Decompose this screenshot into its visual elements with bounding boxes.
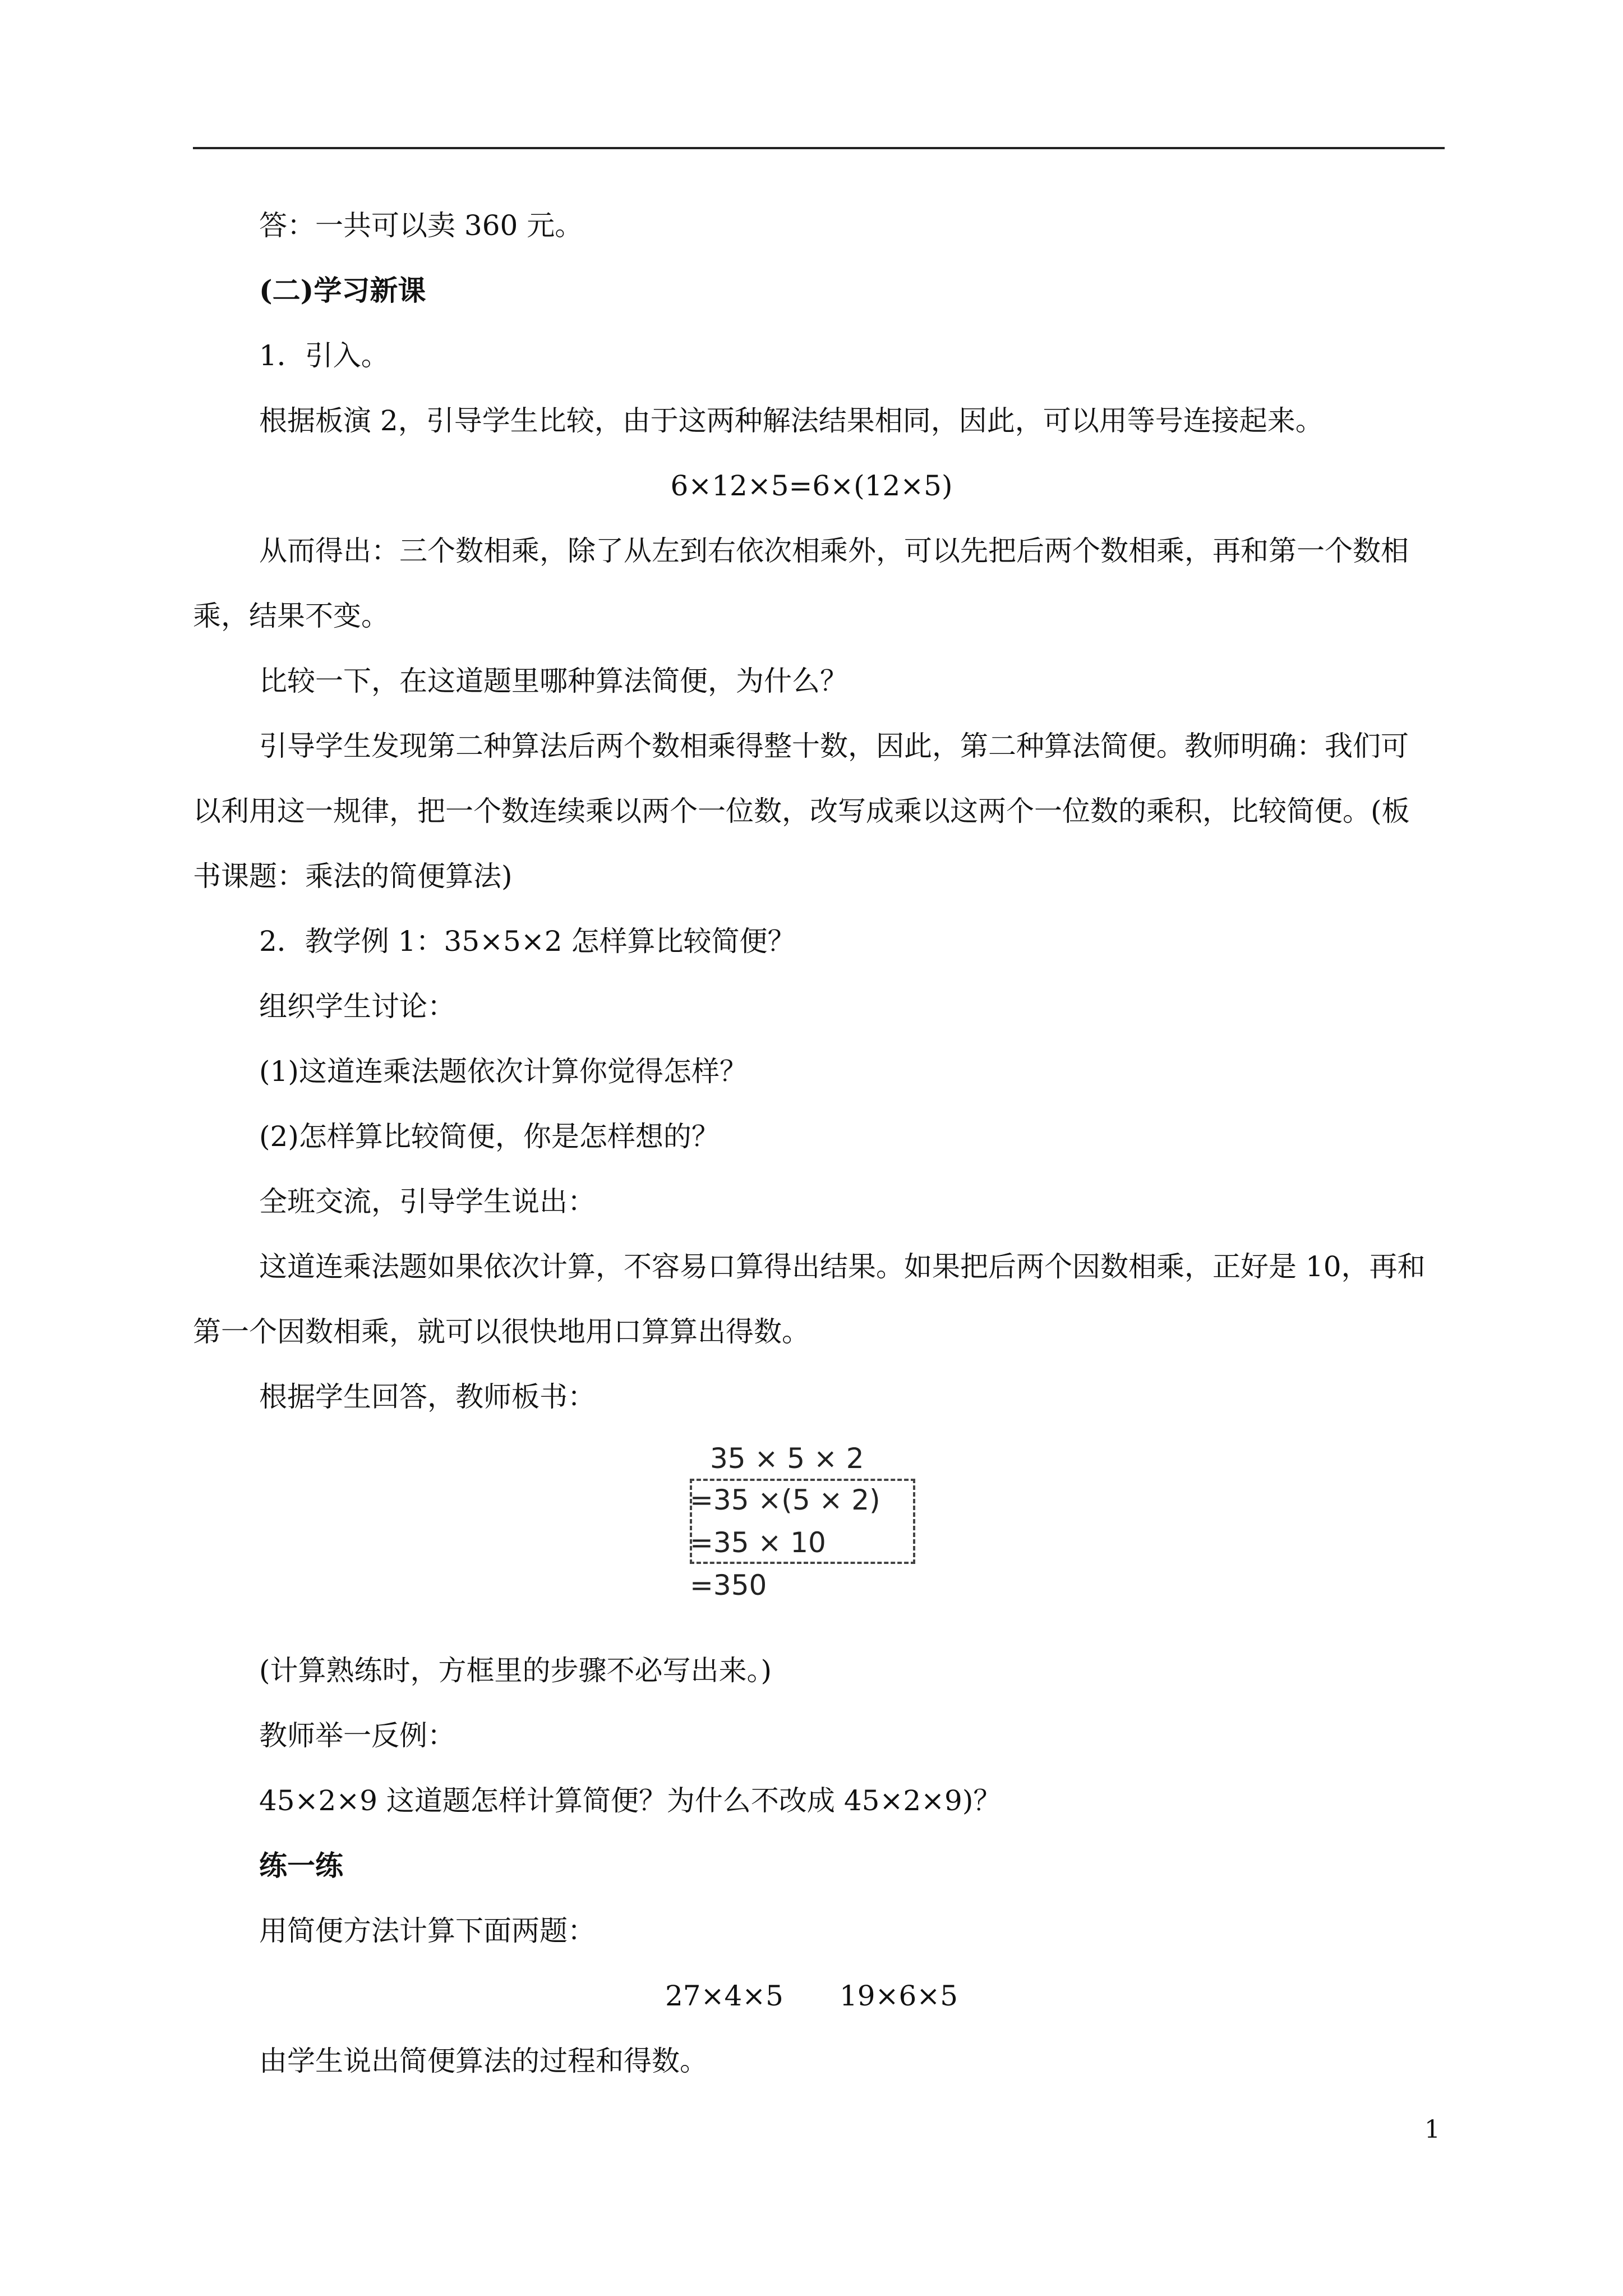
list-item: (1)这道连乘法题依次计算你觉得怎样？: [259, 1055, 748, 1088]
paragraph: 比较一下，在这道题里哪种算法简便，为什么？: [259, 665, 848, 697]
practice-problems: 27×4×5 19×6×5: [665, 1980, 958, 2012]
paragraph: 根据学生回答，教师板书：: [259, 1381, 596, 1413]
paragraph: 从而得出：三个数相乘，除了从左到右依次相乘外，可以先把后两个数相乘，再和第一个数相: [259, 535, 1409, 567]
paragraph-continued: 书课题：乘法的简便算法): [193, 860, 513, 892]
equation: 6×12×5=6×(12×5): [670, 470, 953, 502]
paragraph-continued: 第一个因数相乘，就可以很快地用口算算出得数。: [193, 1315, 810, 1348]
board-line: =350: [690, 1569, 767, 1602]
paragraph: 由学生说出简便算法的过程和得数。: [259, 2045, 708, 2077]
board-calculation: [690, 1436, 925, 1610]
paragraph-continued: 乘，结果不变。: [193, 600, 389, 632]
header-rule: [193, 147, 1445, 149]
paragraph: 45×2×9 这道题怎样计算简便？为什么不改成 45×2×9)？: [259, 1784, 1002, 1817]
paragraph: 1．引入。: [259, 339, 389, 372]
board-line: =35 ×(5 × 2): [690, 1484, 880, 1516]
paragraph: 全班交流，引导学生说出：: [259, 1185, 596, 1218]
example-heading: 2．教学例 1：35×5×2 怎样算比较简便？: [259, 925, 796, 958]
paragraph: 引导学生发现第二种算法后两个数相乘得整十数，因此，第二种算法简便。教师明确：我们可: [259, 730, 1409, 762]
note: (计算熟练时，方框里的步骤不必写出来。): [259, 1654, 772, 1687]
practice-heading: 练一练: [259, 1849, 343, 1882]
paragraph: 组织学生讨论：: [259, 990, 455, 1023]
list-item: (2)怎样算比较简便，你是怎样想的？: [259, 1120, 720, 1153]
paragraph: 教师举一反例：: [259, 1719, 455, 1752]
dashed-box: [690, 1479, 915, 1564]
paragraph: 用简便方法计算下面两题：: [259, 1915, 596, 1947]
section-heading: (二)学习新课: [259, 274, 426, 307]
paragraph-continued: 以利用这一规律，把一个数连续乘以两个一位数，改写成乘以这两个一位数的乘积，比较简便。(板: [193, 795, 1410, 827]
paragraph: 根据板演 2，引导学生比较，由于这两种解法结果相同，因此，可以用等号连接起来。: [259, 404, 1324, 437]
board-line: =35 × 10: [690, 1526, 826, 1559]
paragraph: 这道连乘法题如果依次计算，不容易口算得出结果。如果把后两个因数相乘，正好是 10，再和: [259, 1250, 1426, 1283]
answer-line: 答：一共可以卖 360 元。: [259, 209, 583, 242]
page-number: 1: [1424, 2115, 1440, 2144]
board-line: 35 × 5 × 2: [710, 1442, 864, 1475]
